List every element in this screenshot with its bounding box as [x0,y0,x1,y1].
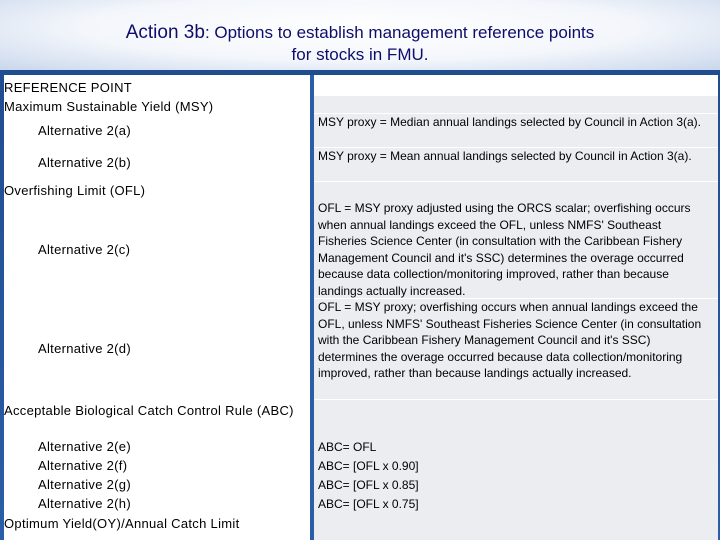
alt-2h-label: Alternative 2(h) [4,496,310,511]
alt-2c-cell [314,200,718,298]
msy-header: Maximum Sustainable Yield (MSY) [4,99,214,114]
table-row [4,438,718,457]
alt-2c-desc: OFL = MSY proxy adjusted using the ORCS scalar; overfishing occurs when annual landings exceed the OFL, unless NMFS' Southeast Fisheries Science Center (in consultation with the Caribbean Fishery Management Council and it's SSC) determines the overage occurred because data collection/monitoring improved, rather than because landings actually increased. [318,201,691,298]
table-row [4,457,718,476]
title-line1: : Options to establish management reference points [204,23,595,42]
ref-point-header [4,78,310,116]
table-row [4,299,718,399]
table-row [4,495,718,514]
table-row [4,75,718,113]
alt-2a-label: Alternative 2(a) [4,123,310,138]
table-row [4,148,718,181]
table-row [4,514,718,540]
alt-2c-label: Alternative 2(c) [4,242,310,257]
alt-2g-label: Alternative 2(g) [4,477,310,492]
alt-2f-label: Alternative 2(f) [4,458,310,473]
title-line2: for stocks in FMU. [291,45,429,64]
alt-2d-desc: OFL = MSY proxy; overfishing occurs when annual landings exceed the OFL, unless NMFS' Southeast Fisheries Science Center (in consultation with the Caribbean Fishery Management Council and it's SSC) determines the overage occurred because data collection/monitoring improved, rather than because landings actually increased. [318,300,702,380]
table-row [4,400,718,438]
alt-2d-cell [314,299,718,399]
empty-cell [314,514,718,540]
alt-2e-cell [314,438,718,457]
table-row [4,114,718,147]
alt-2b-cell [314,148,718,181]
alt-2h-cell [314,495,718,514]
abc-header: Acceptable Biological Catch Control Rule (ABC) [4,401,310,420]
table-row [4,476,718,495]
alt-2h-desc: ABC= [OFL x 0.75] [318,497,419,511]
alt-2g-cell [314,476,718,495]
table-row [4,182,718,200]
alt-2b-label: Alternative 2(b) [4,155,310,170]
column-divider [310,75,314,540]
oy-header: Optimum Yield(OY)/Annual Catch Limit [4,516,310,531]
alt-2g-desc: ABC= [OFL x 0.85] [318,478,419,492]
slide-title [0,22,720,66]
alt-2f-cell [314,457,718,476]
alt-2a-cell [314,114,718,147]
ofl-header: Overfishing Limit (OFL) [4,183,310,198]
alt-2a-desc: MSY proxy = Median annual landings selected by Council in Action 3(a). [318,115,701,129]
alt-2e-label: Alternative 2(e) [4,439,310,454]
alt-2f-desc: ABC= [OFL x 0.90] [318,459,419,473]
ref-point-label: REFERENCE POINT [4,80,133,95]
reference-points-table [4,75,718,540]
table-row [4,200,718,298]
empty-cell [314,96,718,113]
title-prefix: Action 3b [125,22,205,43]
alt-2d-label: Alternative 2(d) [4,341,310,356]
empty-cell [314,400,718,438]
alt-2b-desc: MSY proxy = Mean annual landings selected by Council in Action 3(a). [318,149,692,163]
empty-cell [314,182,718,200]
alt-2e-desc: ABC= OFL [318,440,377,454]
